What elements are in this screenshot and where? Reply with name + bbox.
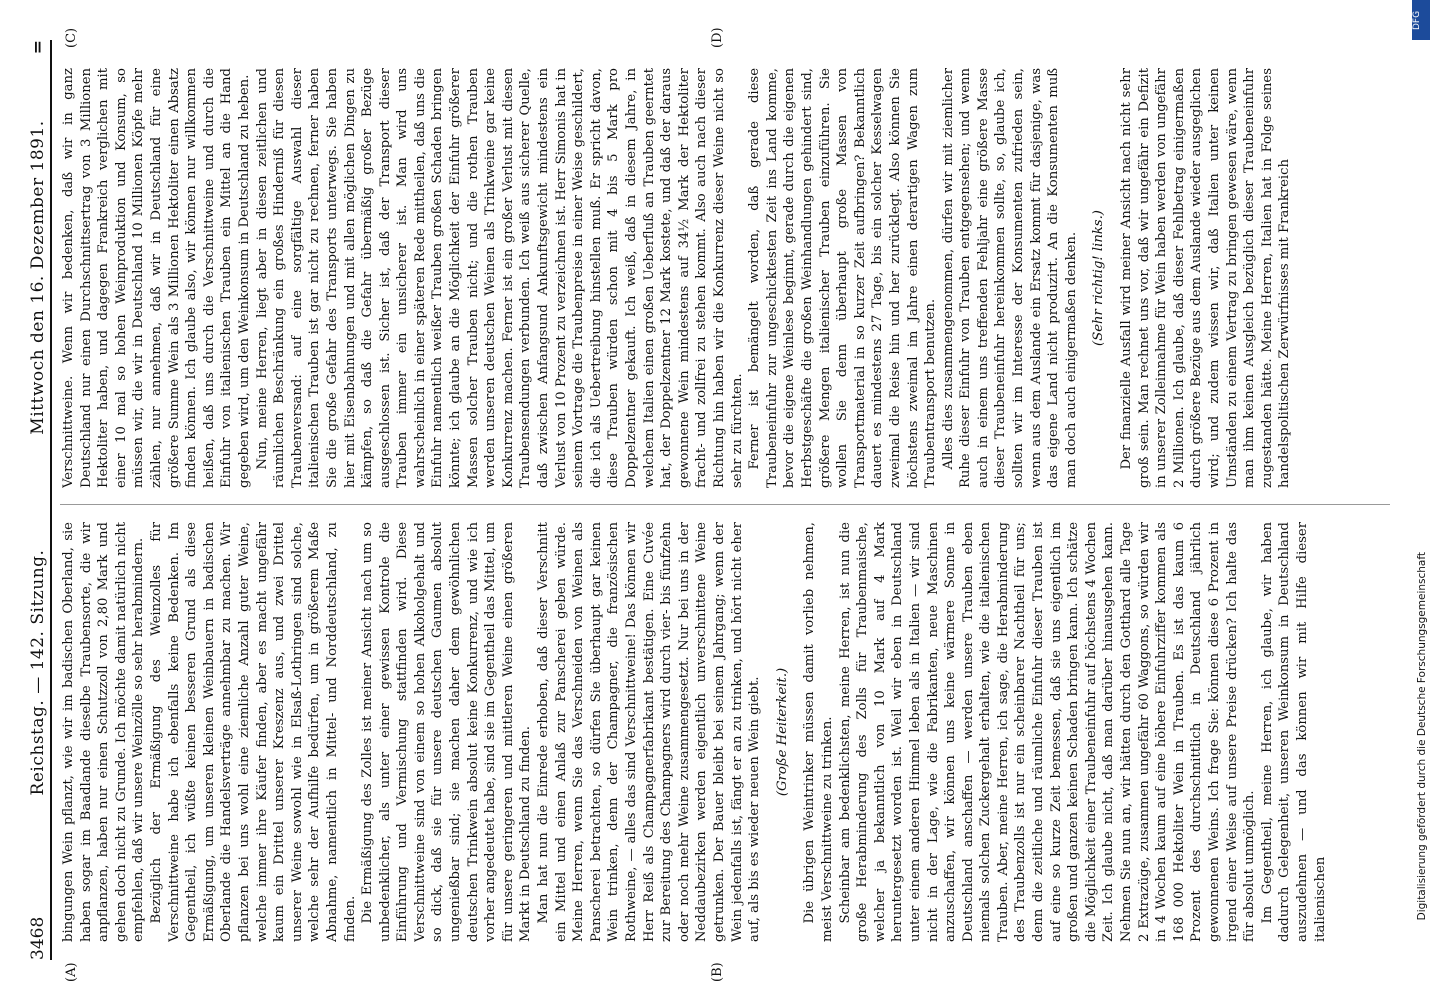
header-rule: [50, 40, 52, 960]
column-divider: [60, 504, 1390, 505]
margin-mark-c: (C): [64, 27, 79, 48]
margin-mark-d: (D): [710, 27, 725, 48]
header-mark: =: [28, 40, 48, 55]
paragraph: Der finanzielle Ausfall wird meiner Ansicht nach nicht sehr groß sein. Man rechnet uns vor, daß wir ungefähr ein Defizit in unserer Zolleinnahme für Wein haben werden von ungefähr 2 Millionen. Ich glaube, daß dieser Fehlbetrag einigermaßen durch größere Bezüge aus dem Auslande wieder ausgeglichen wird; und zudem wissen wir, daß Italien unter keinen Umständen zu einem Vertrag zu bringen gewesen wäre, wenn man ihm keinen Ausgleich bezüglich dieser Traubeneinfuhr zugestanden hätte. Meine Herren, Italien hat in Folge seines handelspolitischen Zerwürfnisses mit Frankreich: [1119, 68, 1293, 488]
paragraph: Bezüglich der Ermäßigung des Weinzolles für Verschnittweine habe ich ebenfalls keine Bedenken. Im Gegentheil, ich wüßte keinen besseren Grund als diese Ermäßigung, um unseren kleinen Weinbauern in badischen Oberlande die Handelsverträge annehmbar zu machen. Wir pflanzen bei uns wohl eine ziemliche Anzahl guter Weine, welche immer ihre Käufer finden, aber es macht ungefähr kaum ein Drittel unserer Kreszenz aus, und zwei Drittel unserer Weine sowohl wie in Elsaß-Lothringen sind solche, welche sehr der Aufhilfe bedürfen, um in größerem Maße Abnahme, namentlich in Mittel- und Norddeutschland, zu finden.: [148, 522, 358, 942]
paragraph: Verschnittweine. Wenn wir bedenken, daß wir in ganz Deutschland nur einen Durchschnittsertrag von 3 Millionen Hektoliter haben, und dagegen Frankreich verglichen mit einer 10 mal so hohen Weinproduktion und Konsum, so müssen wir, die wir in Deutschland 10 Millionen Köpfe mehr zählen, nur annehmen, daß wir in Deutschland für eine größere Summe Wein als 3 Millionen Hektoliter einen Absatz finden können. Ich glaube also, wir können nur willkommen heißen, daß uns durch die Verschnittweine und durch die Einfuhr von italienischen Trauben ein Mittel an die Hand gegeben wird, um den Weinkonsum in Deutschland zu heben.: [61, 68, 252, 488]
page-number: 3468: [28, 916, 48, 960]
session-title: Reichstag. — 142. Sitzung.: [28, 549, 48, 796]
digitization-note: Digitalisierung gefördert durch die Deutsche Forschungsgemeinschaft: [1416, 551, 1428, 920]
paragraph: Ferner ist bemängelt worden, daß gerade diese Traubeneinfuhr zur ungeschicktesten Zeit ins Land komme, bevor die eigene Weinlese beginnt, gerade durch die eigenen Herbstgeschäfte die großen Weinhandlungen gehindert sind, größere Mengen italienischer Trauben einzuführen. Sie wollen Sie denn überhaupt große Massen von Transportmaterial in so kurzer Zeit aufbringen? Bekanntlich dauert es mindestens 27 Tage, bis ein solcher Kesselwagen zweimal die Reise hin und her zurücklegt. Also können Sie höchstens zweimal im Jahre einen derartigen Wagen zum Traubentransport benutzen.: [747, 68, 939, 488]
paragraph: bingungen Wein pflanzt, wie wir im badischen Oberland, sie haben sogar im Baadlande dieselbe Traubensorte, die wir anpflanzen, haben nur einen Schutzzoll von 2,80 Mark und gehen doch nicht zu Grunde. Ich möchte damit natürlich nicht empfehlen, daß wir unsere Weinzölle so sehr herabmindern.: [61, 522, 147, 942]
margin-mark-a: (A): [64, 962, 79, 982]
paragraph: Scheinbar am bedenklichsten, meine Herren, ist nun die große Herabminderung des Zolls für Traubenmaische, welcher ja bekanntlich von 10 Mark auf 4 Mark heruntergesetzt worden ist. Weil wir eben in Deutschland unter einem anderen Himmel leben als in Italien — wir sind nicht in der Lage, wie die Fabrikanten, neue Maschinen anzuschaffen, wir können uns keine wärmere Sonne in Deutschland anschaffen — werden unsere Trauben eben niemals solchen Zuckergehalt erhalten, wie die italienischen Trauben. Aber, meine Herren, ich sage, die Herabminderung des Traubenzolls ist nur ein scheinbarer Nachtheil für uns; denn die zeitliche und räumliche Einfuhr dieser Trauben ist auf eine so kurze Zeit bemessen, daß sie uns eigentlich im großen und ganzen keinen Schaden bringen kann. Ich schätze die Möglichkeit einer Traubeneinfuhr auf höchstens 4 Wochen Zeit. Ich glaube nicht, daß man darüber hinausgehen kann. Nehmen Sie nun an, wir hätten durch den Gotthard alle Tage 2 Extrazüge, zusammen ungefähr 60 Waggons, so würden wir in 4 Wochen kaum auf eine höhere Einfuhrziffer kommen als 168 000 Hektoliter Wein in Trauben. Es ist das kaum 6 Prozent des durchschnittlich in Deutschland jährlich gewonnenen Weins. Ich frage Sie: können diese 6 Prozent in irgend einer Weise auf unsere Preise drücken? Ich halte das für absolut unmöglich.: [837, 522, 1258, 942]
page-header: [18, 40, 48, 960]
margin-mark-b: (B): [710, 962, 725, 982]
paragraph: Die übrigen Weintrinker müssen damit vorlieb nehmen, meist Verschnittweine zu trinken.: [802, 522, 835, 942]
paragraph: Die Ermäßigung des Zolles ist meiner Ansicht nach um so unbedenklicher, als unter einer gewissen Kontrole die Einführung und Vermischung stattfinden wird. Diese Verschnittweine sind von einem so hohen Alkoholgehalt und so dick, daß sie für unsere deutschen Gaumen absolut ungenießbar sind; sie machen daher dem gewöhnlichen deutschen Trinkwein absolut keine Konkurrenz, und wie ich vorher angedeutet habe, sind sie im Gegentheil das Mittel, um für unsere geringeren und mittleren Weine einen größeren Markt in Deutschland zu finden.: [360, 522, 534, 942]
paragraph: Im Gegentheil, meine Herren, ich glaube, wir haben dadurch Gelegenheit, unseren Weinkonsum in Deutschland auszudehnen — und das können wir mit Hilfe dieser italienischen: [1259, 522, 1328, 942]
paragraph: Nun, meine Herren, liegt aber in diesen zeitlichen und räumlichen Beschränkung ein großes Hinderniß für diesen Traubenversand: auf eine sorgfältige Auswahl dieser italienischen Trauben ist gar nicht zu rechnen, ferner haben Sie die große Gefahr des Transports unterwegs. Sie haben hier mit Eisenbahnungen und mit allen möglichen Dingen zu kämpfen, so daß die Gefahr übermäßig großer Bezüge ausgeschlossen ist. Sicher ist, daß der Transport dieser Trauben immer ein unsicherer ist. Man wird uns wahrscheinlich in einer späteren Rede mittheilen, daß uns die Einfuhr namentlich weißer Trauben großen Schaden bringen könnte; ich glaube an die Möglichkeit der Einfuhr größerer Massen solcher Trauben nicht; und die rothen Trauben werden unseren deutschen Weinen als Trinkweine gar keine Konkurrenz machen. Ferner ist ein großer Verlust mit diesen Traubensendungen verbunden. Ich weiß aus sicherer Quelle, daß zwischen Anfangsund Ankunftsgewicht mindestens ein Verlust von 10 Prozent zu verzeichnen ist. Herr Simonis hat in seinem Vortrage die Traubenpreise in einer Weise geschildert, die ich als Uebertreibung hinstellen muß. Er spricht davon, diese Trauben würden schon mit 4 bis 5 Mark pro Doppelzentner gekauft. Ich weiß, daß in diesem Jahre, in welchem Italien einen großen Ueberfluß an Trauben geerntet hat, der Doppelzentner 12 Mark kostete, und daß der daraus gewonnene Wein mindestens auf 34½ Mark der Hektoliter fracht- und zollfrei zu stehen kommt. Also auch nach dieser Richtung hin haben wir die Konkurrenz dieser Weine nicht so sehr zu fürchten.: [254, 68, 745, 488]
paragraph: Man hat nun die Einrede erhoben, daß dieser Verschnitt ein Mittel und einen Anlaß zur Panscherei geben würde. Meine Herren, wenn Sie das Verschneiden von Weinen als Panscherei betrachten, so dürfen Sie überhaupt gar keinen Wein trinken, denn der Champagner, die französischen Rothweine, — alles das sind Verschnittweine! Das können wir Herr Reiß als Champagnerfabrikant bestätigen. Eine Cuvée zur Bereitung des Champagners wird durch vier- bis fünfzehn oder noch mehr Weine zusammengesetzt. Nur bei uns in der Neddaubezirken werden eigentlich unverschnittene Weine getrunken. Der Bauer bleibt bei seinem Jahrgang; wenn der Wein jedenfalls ist, fängt er an zu trinken, und hört nicht eher auf, als bis es wieder neuen Wein giebt.: [536, 522, 763, 942]
paragraph: Alles dies zusammengenommen, dürfen wir mit ziemlicher Ruhe dieser Einfuhr von Trauben entgegensehen; und wenn auch in einem uns treffenden Fehljahr eine größere Masse dieser Traubeneinfuhr hereinkommen sollte, so, glaube ich, sollten wir im Interesse der Konsumenten zufrieden sein, wenn aus dem Auslande ein Ersatz kommt für dasjenige, was das eigene Land nicht produzirt. An die Konsumenten muß man doch auch einigermaßen denken.: [940, 68, 1079, 488]
left-column: [60, 522, 1390, 942]
stage-direction: (Sehr richtig! links.): [1091, 210, 1107, 346]
stage-direction: (Große Heiterkeit.): [774, 667, 790, 797]
session-date: Mittwoch den 16. Dezember 1891.: [28, 120, 48, 435]
right-column: [60, 68, 1390, 488]
dfg-logo: DFG: [1412, 0, 1430, 40]
